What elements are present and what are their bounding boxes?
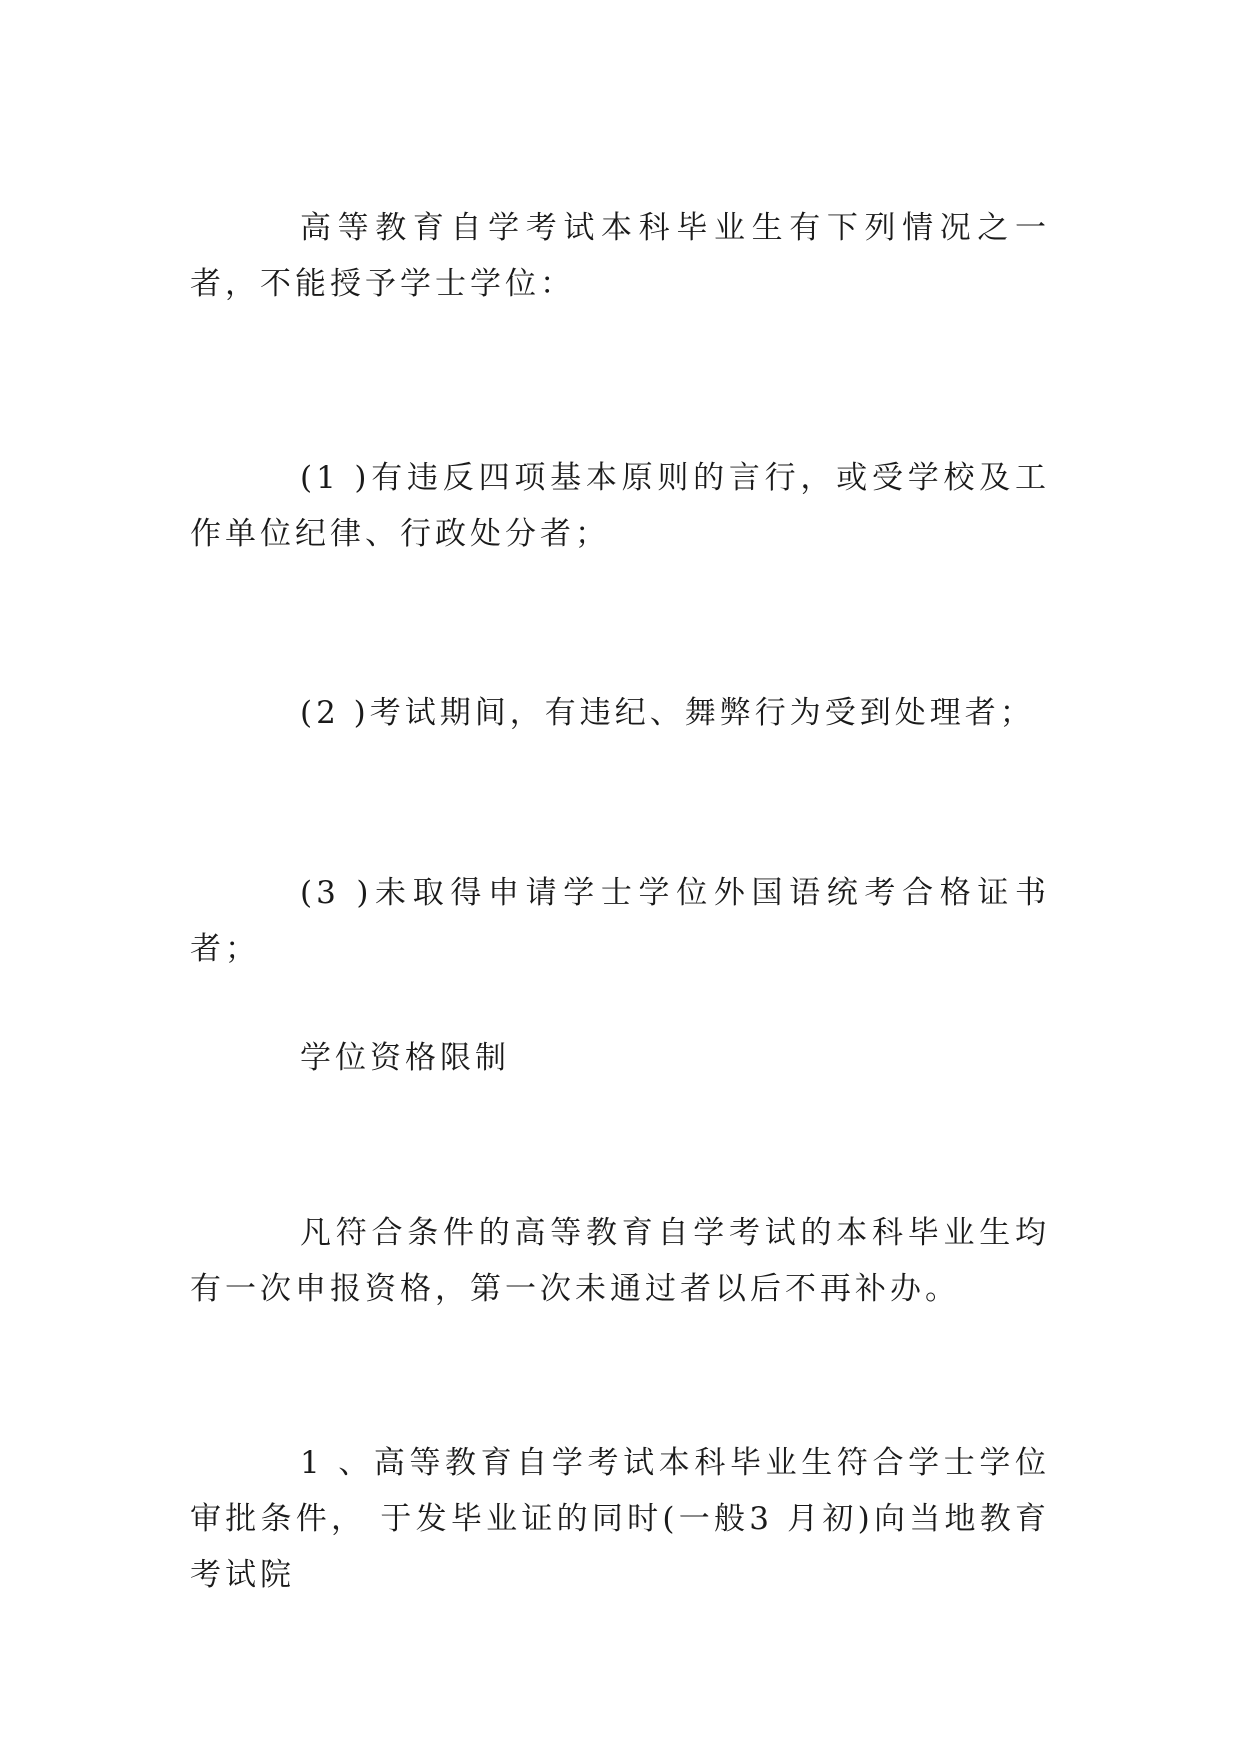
section-heading: 学位资格限制: [300, 1040, 510, 1076]
paragraph-qualification: 凡符合条件的高等教育自学考试的本科毕业生均有一次申报资格，第一次未通过者以后不再补办。: [190, 1215, 1050, 1307]
paragraph-item-2: (2 )考试期间，有违纪、舞弊行为受到处理者；: [300, 695, 1035, 731]
paragraph-item-1: (1 )有违反四项基本原则的言行，或受学校及工作单位纪律、行政处分者；: [190, 460, 1050, 552]
paragraph-degree-conditions: 高等教育自学考试本科毕业生有下列情况之一者，不能授予学士学位：: [190, 210, 1050, 302]
paragraph-application-step-1: 1 、高等教育自学考试本科毕业生符合学士学位审批条件， 于发毕业证的同时(一般3 月初)向当地教育考试院: [190, 1445, 1050, 1593]
paragraph-item-3: (3 )未取得申请学士学位外国语统考合格证书者；: [190, 875, 1050, 967]
